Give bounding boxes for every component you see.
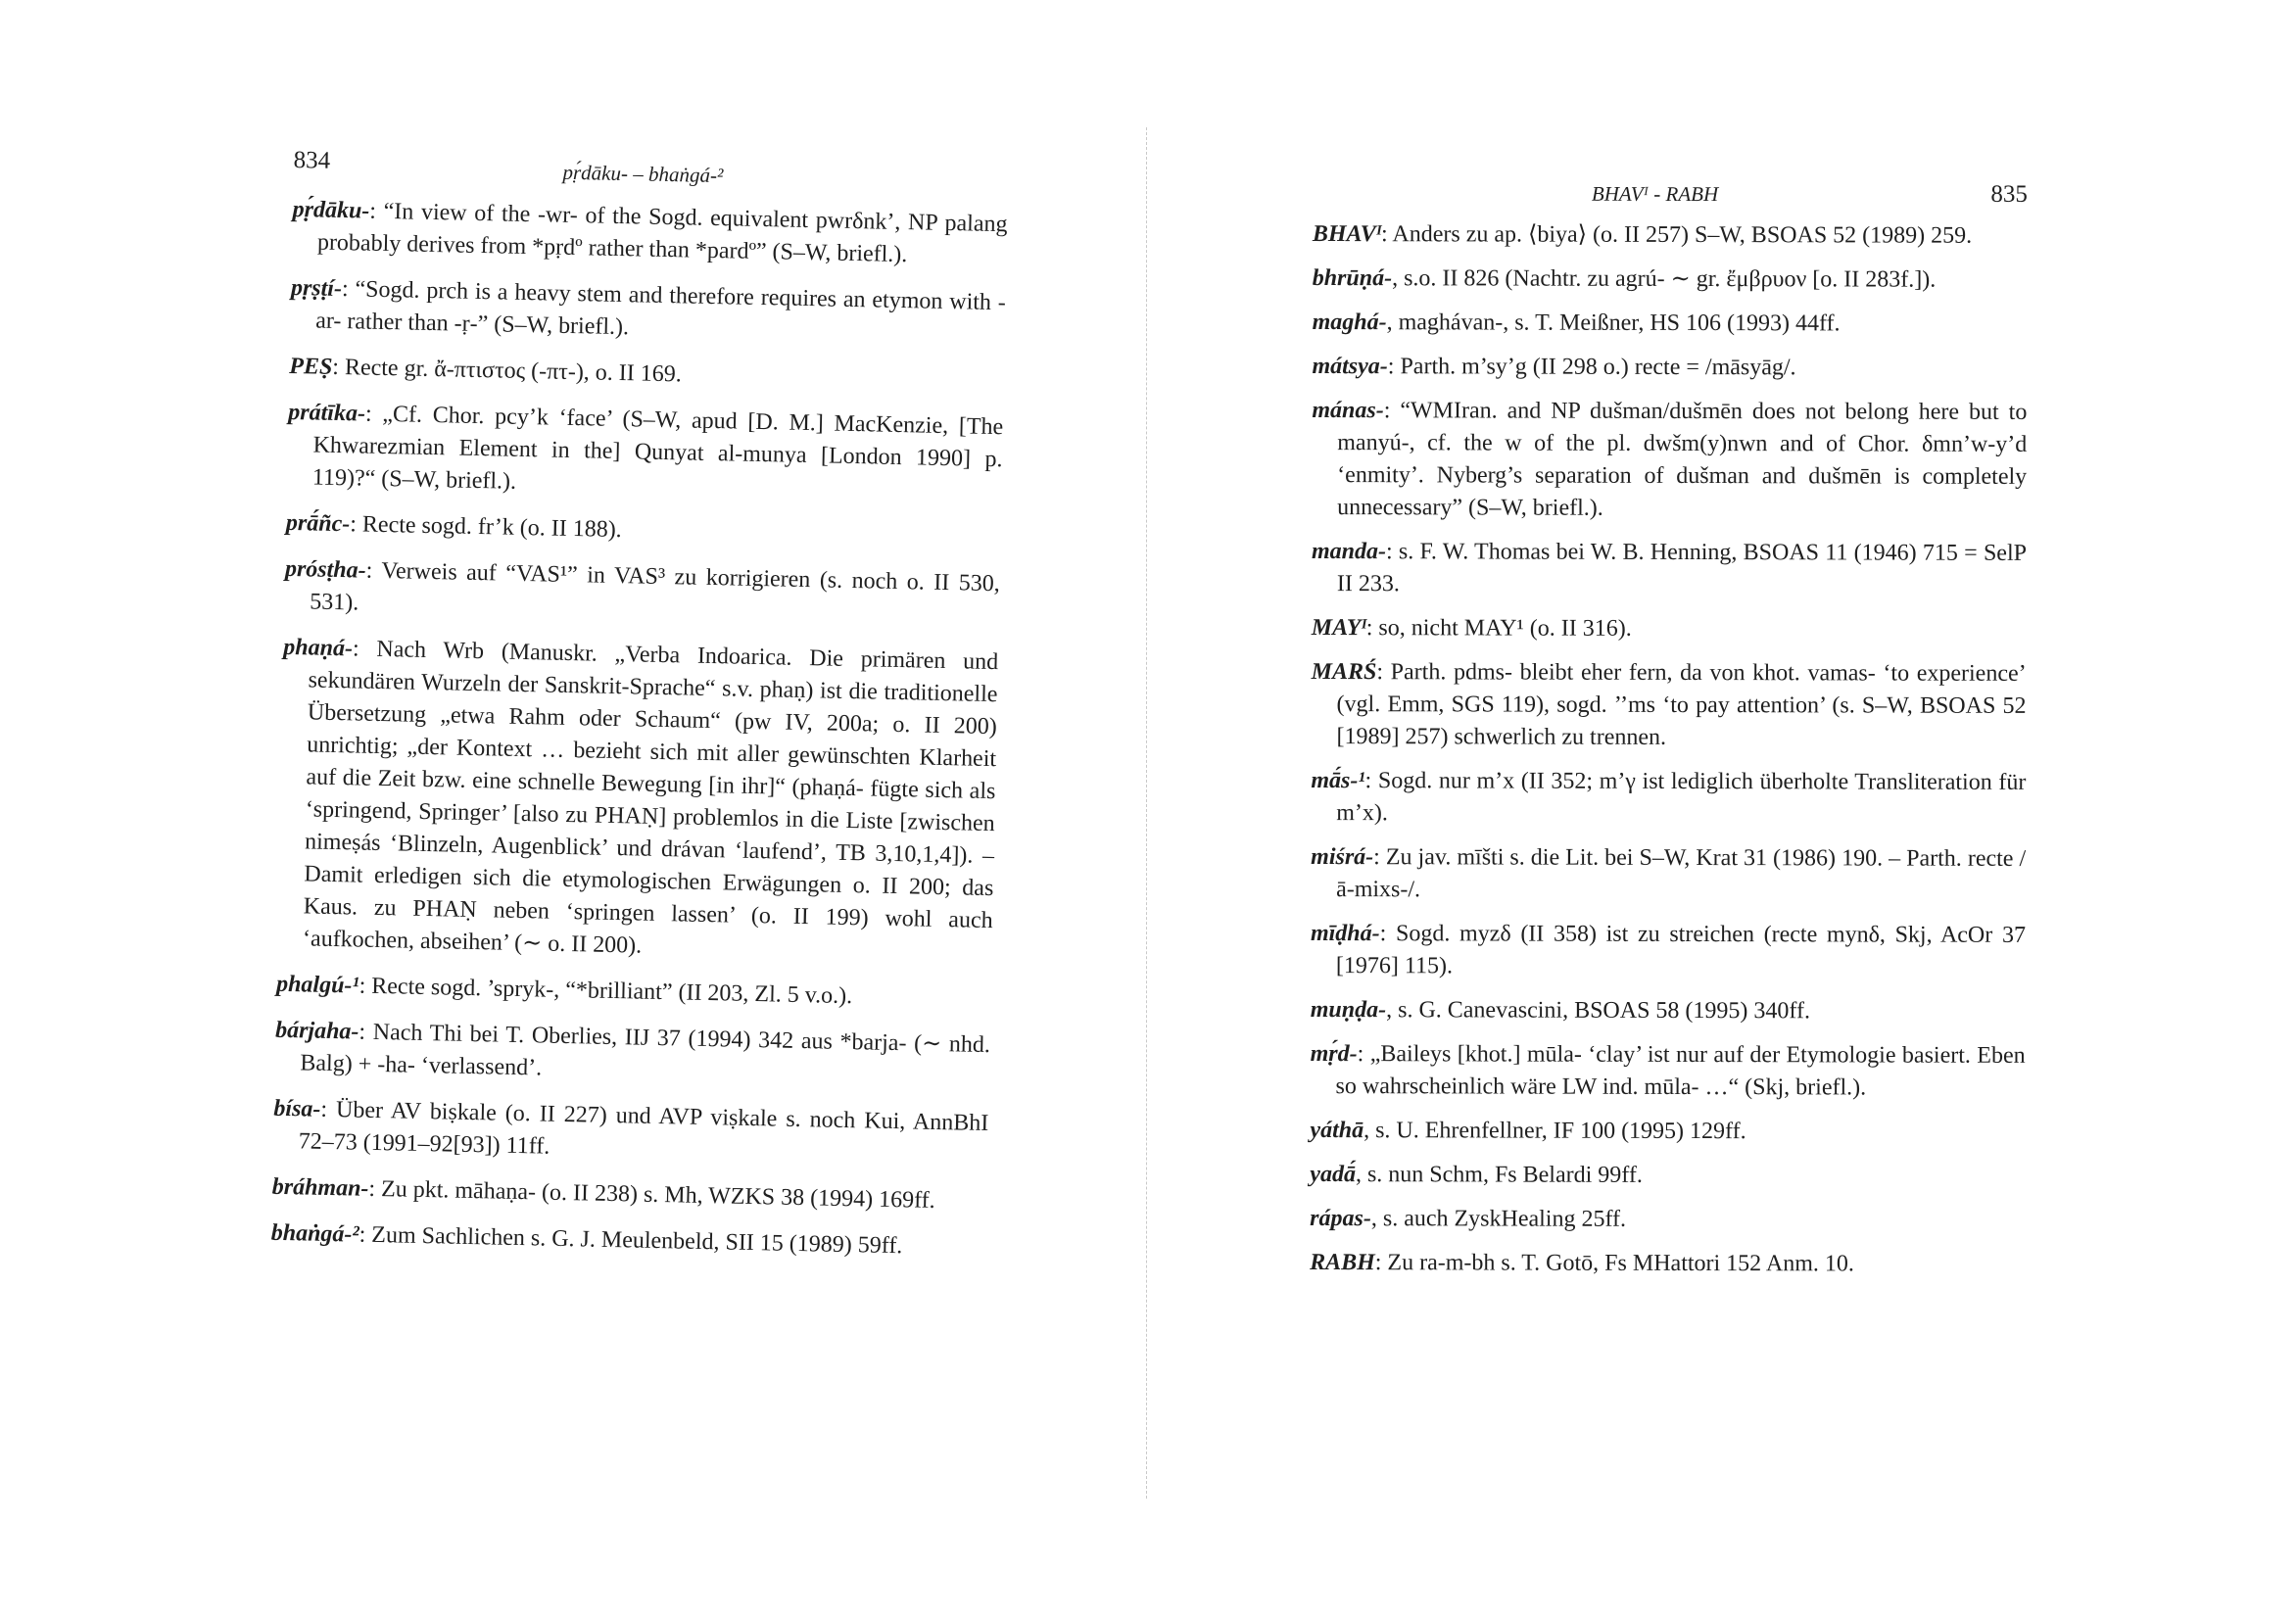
left-page xyxy=(270,147,1009,1278)
entry-text: : Zum Sachlichen s. G. J. Meulenbeld, SII 15 (1989) 59ff. xyxy=(359,1221,903,1260)
entry-lemma: bísa- xyxy=(273,1095,321,1122)
entry-lemma: mṛ́d- xyxy=(1310,1040,1358,1068)
dictionary-entry xyxy=(1312,612,2027,646)
dictionary-entry xyxy=(276,969,992,1016)
entry-lemma: bráhman- xyxy=(271,1173,369,1202)
entry-list-left xyxy=(270,194,1007,1264)
entry-lemma: muṇḍa- xyxy=(1310,996,1387,1024)
entry-text: : Recte sogd. fr’k (o. II 188). xyxy=(350,511,622,544)
dictionary-entry xyxy=(1311,918,2026,984)
entry-lemma: RABH xyxy=(1310,1249,1375,1276)
running-head-right: BHAVᴵ - RABH xyxy=(1591,181,1719,207)
entry-text: : „Baileys [khot.] mūla- ‘clay’ ist nur auf der Etymologie basiert. Eben so wahrscheinlich wäre LW ind. mūla- …“ (Skj, briefl.). xyxy=(1335,1041,2026,1101)
entry-text: : so, nicht MAY¹ (o. II 316). xyxy=(1365,615,1632,642)
entry-lemma: bhrūṇá- xyxy=(1312,264,1393,292)
running-head-left: pṛ́dāku- – bhaṅgá-² xyxy=(562,160,724,188)
dictionary-entry xyxy=(290,272,1006,352)
dictionary-entry xyxy=(1311,656,2026,755)
entry-list-right xyxy=(1310,218,2028,1281)
entry-text: : Sogd. nur m’x (II 352; m’γ ist lediglich überholte Transliteration für m’x). xyxy=(1336,768,2027,827)
dictionary-entry xyxy=(270,1217,986,1264)
entry-text: : Parth. m’sy’g (II 298 o.) recte = /māsyāg/. xyxy=(1387,354,1796,381)
entry-lemma: MAYᴵ xyxy=(1311,614,1366,642)
entry-text: : s. F. W. Thomas bei W. B. Henning, BSOAS 11 (1946) 715 = SelP II 233. xyxy=(1336,539,2028,597)
dictionary-entry xyxy=(1310,1247,2025,1281)
entry-text: : Über AV biṣkale (o. II 227) und AVP viṣkale s. noch Kui, AnnBhI 72–73 (1991–92[93]) 11ff. xyxy=(298,1096,989,1160)
right-page xyxy=(1310,171,2028,1293)
entry-lemma: yáthā xyxy=(1310,1117,1364,1144)
entry-lemma: maghá- xyxy=(1312,309,1387,336)
page-number-left: 834 xyxy=(293,147,331,174)
entry-lemma: mā́s-¹ xyxy=(1311,767,1365,794)
entry-text: , maghávan-, s. T. Meißner, HS 106 (1993) 44ff. xyxy=(1386,310,1841,337)
entry-lemma: PEṢ xyxy=(289,353,333,380)
entry-lemma: prósṭha- xyxy=(284,555,366,584)
entry-text: , s. U. Ehrenfellner, IF 100 (1995) 129ff. xyxy=(1363,1118,1746,1145)
dictionary-entry xyxy=(272,1093,988,1172)
page-number-right: 835 xyxy=(1990,180,2028,208)
entry-text: , s. auch ZyskHealing 25ff. xyxy=(1370,1206,1627,1232)
entry-lemma: mánas- xyxy=(1312,397,1384,424)
entry-text: : Parth. pdms- bleibt eher fern, da von khot. vamas- ‘to experience’ (vgl. Emm, SGS 119), sogd. ’’ms ‘to pay attention’ (s. S–W, BSOAS 52 [1989] 257) schwerlich zu trennen. xyxy=(1336,659,2027,750)
dictionary-entry xyxy=(274,1015,990,1094)
dictionary-entry xyxy=(287,397,1004,508)
entry-lemma: phaṇá- xyxy=(283,634,354,662)
dictionary-entry xyxy=(1313,307,2028,341)
entry-lemma: pṛṣṭí- xyxy=(290,274,343,303)
entry-text: : Nach Thi bei T. Oberlies, IIJ 37 (1994) 342 aus *barja- (∼ nhd. Balg) + -ha- ‘verlassend’. xyxy=(300,1019,991,1081)
entry-lemma: miśrá- xyxy=(1311,843,1374,871)
entry-lemma: manda- xyxy=(1311,538,1387,565)
dictionary-entry xyxy=(286,507,1002,554)
entry-lemma: yadā́ xyxy=(1310,1161,1357,1188)
dictionary-entry xyxy=(1310,1115,2025,1149)
dictionary-entry xyxy=(1313,262,2028,297)
entry-text: , s.o. II 826 (Nachtr. zu agrú- ∼ gr. ἔμβρυον [o. II 283f.]). xyxy=(1392,265,1937,293)
dictionary-entry xyxy=(1312,351,2027,385)
entry-lemma: BHAVᴵ xyxy=(1312,220,1382,248)
dictionary-entry xyxy=(1310,1159,2025,1193)
entry-text: , s. G. Canevascini, BSOAS 58 (1995) 340ff. xyxy=(1386,997,1811,1025)
entry-text: : Recte sogd. ’spryk-, “*brilliant” (II 203, Zl. 5 v.o.). xyxy=(359,973,853,1010)
entry-lemma: mīḍhá- xyxy=(1310,920,1380,947)
entry-text: , s. nun Schm, Fs Belardi 99ff. xyxy=(1355,1162,1643,1188)
entry-lemma: pṛ́dāku- xyxy=(292,196,370,224)
right-page-header xyxy=(1313,171,2028,220)
dictionary-entry xyxy=(1312,395,2027,526)
entry-text: : Sogd. myzδ (II 358) ist zu streichen (recte mynδ, Skj, AcOr 37 [1976] 115). xyxy=(1335,921,2026,979)
book-gutter xyxy=(1146,127,1147,1499)
dictionary-entry xyxy=(1310,1203,2025,1237)
entry-lemma: bárjaha- xyxy=(274,1017,359,1045)
dictionary-entry xyxy=(289,351,1005,398)
entry-text: : „Cf. Chor. pcy’k ‘face’ (S–W, apud [D. M.] MacKenzie, [The Khwarezmian Element in the] Qunyat al-munya [London 1990] p. 119)?“ (S–W, briefl.). xyxy=(311,401,1004,495)
entry-lemma: mátsya- xyxy=(1312,353,1388,380)
entry-text: : Recte gr. ἄ-πτιστος (-πτ-), o. II 169. xyxy=(332,354,683,388)
entry-text: : Zu pkt. māhaṇa- (o. II 238) s. Mh, WZKS 38 (1994) 169ff. xyxy=(368,1175,935,1214)
dictionary-entry xyxy=(1311,765,2026,832)
entry-text: : Zu ra-m-bh s. T. Gotō, Fs MHattori 152 Anm. 10. xyxy=(1374,1250,1854,1277)
entry-text: : Zu jav. mīšti s. die Lit. bei S–W, Krat 31 (1986) 190. – Parth. recte /ā-mixs-/. xyxy=(1336,844,2027,903)
entry-text: : Nach Wrb (Manuskr. „Verba Indoarica. Die primären und sekundären Wurzeln der Sanskrit-Sprache“ s.v. phaṇ) ist die traditionelle Übersetzung „etwa Rahm oder Schaum“ (pw IV, 200a; o. II 200) unrichtig; „der Kontext … bezieht sich mit aller gewünschten Klarheit auf die Zeit bzw. eine schnelle Bewegung [in ihr]“ (phaṇá- fügte sich als ‘springend, Springer’ [also zu PHAṆ] problemlos in die Liste [zwischen nimeṣás ‘Blinzeln, Augenblick’ und drávan ‘laufend’, TB 3,10,1,4]). – Damit erledigen sich die etymologischen Erwägungen o. II 200; das Kaus. zu PHAṆ neben ‘springen lassen’ (o. II 199) wohl auch ‘aufkochen, abseihen’ (∼ o. II 200). xyxy=(302,636,999,959)
entry-lemma: MARŚ xyxy=(1311,658,1377,686)
entry-lemma: prátīka- xyxy=(288,399,366,427)
dictionary-entry xyxy=(1312,536,2027,602)
entry-lemma: phalgú-¹ xyxy=(275,971,359,999)
entry-text: : “In view of the -wr- of the Sogd. equivalent pwrδnk’, NP palang probably derives from *pṛdº rather than *pardº” (S–W, briefl.). xyxy=(316,198,1008,268)
entry-lemma: rápas- xyxy=(1310,1205,1371,1232)
dictionary-entry xyxy=(271,1171,987,1218)
entry-lemma: bhaṅgá-² xyxy=(270,1219,359,1248)
entry-text: : “WMIran. and NP dušman/dušmēn does not belong here but to manyú-, cf. the w of the pl. dwšm(y)nwn and of Chor. δmn’w-y’d ‘enmity’. Nyberg’s separation of dušman and dušmēn is completely unnecessary” (S–W, briefl.). xyxy=(1337,398,2028,521)
entry-text: : “Sogd. prch is a heavy stem and therefore requires an etymon with -ar- rather than -ṛ-” (S–W, briefl.). xyxy=(315,276,1007,341)
dictionary-entry xyxy=(1311,1038,2026,1105)
dictionary-entry xyxy=(1311,994,2026,1028)
dictionary-entry xyxy=(277,632,999,970)
entry-lemma: prā́ñc- xyxy=(285,509,351,538)
dictionary-entry xyxy=(1313,218,2028,253)
dictionary-entry xyxy=(284,553,1000,633)
dictionary-entry xyxy=(1311,841,2026,908)
entry-text: : Verweis auf “VAS¹” in VAS³ zu korrigieren (s. noch o. II 530, 531). xyxy=(310,557,1001,616)
entry-text: : Anders zu ap. ⟨biya⟩ (o. II 257) S–W, BSOAS 52 (1989) 259. xyxy=(1381,221,1973,249)
